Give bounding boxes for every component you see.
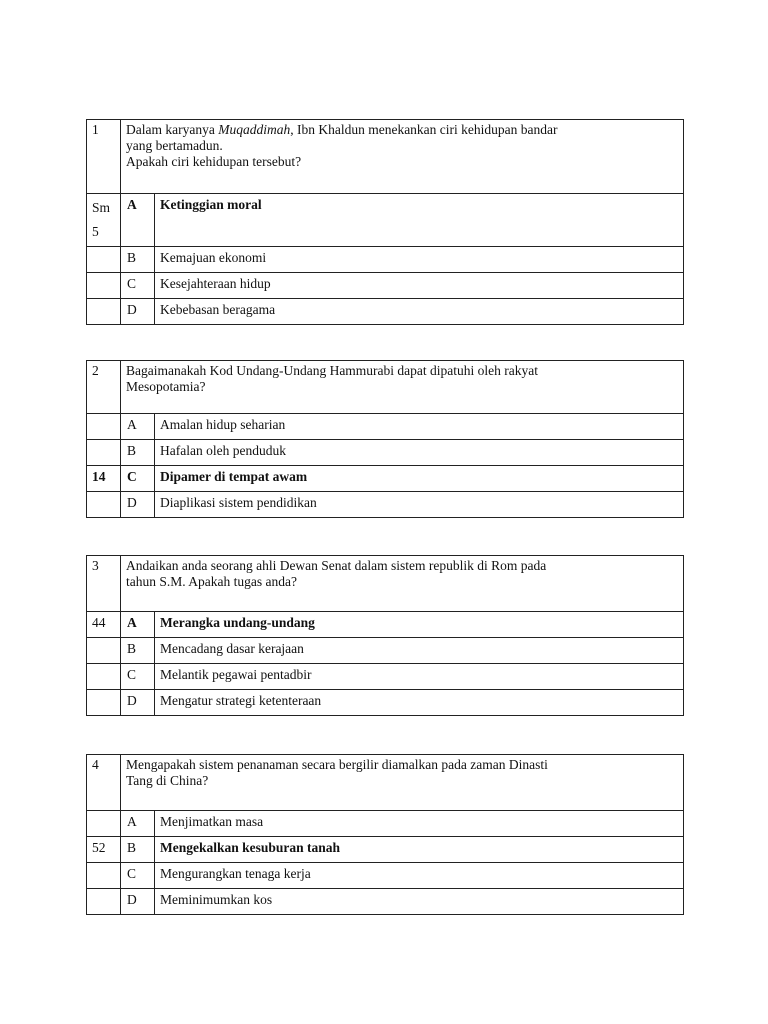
option-letter: C	[121, 273, 155, 299]
option-row-d	[87, 690, 684, 716]
option-text: Meminimumkan kos	[155, 889, 684, 915]
answer-marker: 52	[87, 837, 121, 863]
option-letter: B	[121, 638, 155, 664]
option-text: Mencadang dasar kerajaan	[155, 638, 684, 664]
stem-text-italic: Muqaddimah	[218, 122, 291, 137]
option-text: Amalan hidup seharian	[155, 414, 684, 440]
empty-cell	[87, 811, 121, 837]
option-row-a	[87, 194, 684, 247]
question-stem	[121, 755, 684, 811]
option-text: Mengurangkan tenaga kerja	[155, 863, 684, 889]
answer-marker: 44	[87, 612, 121, 638]
option-row-b	[87, 440, 684, 466]
question-number: 1	[87, 120, 121, 194]
empty-cell	[87, 299, 121, 325]
question-number: 2	[87, 361, 121, 414]
option-letter: C	[121, 466, 155, 492]
question-1-table	[86, 119, 684, 325]
stem-text-post: , Ibn Khaldun menekankan ciri kehidupan bandar	[290, 122, 558, 137]
stem-text-pre: Dalam karyanya	[126, 122, 219, 137]
empty-cell	[87, 492, 121, 518]
empty-cell	[87, 440, 121, 466]
answer-marker	[87, 194, 121, 247]
option-text: Kebebasan beragama	[155, 299, 684, 325]
option-row-b	[87, 247, 684, 273]
stem-line-2: tahun S.M. Apakah tugas anda?	[126, 574, 297, 589]
empty-cell	[87, 414, 121, 440]
empty-cell	[87, 664, 121, 690]
stem-line-1: Mengapakah sistem penanaman secara bergilir diamalkan pada zaman Dinasti	[126, 757, 548, 772]
option-letter: A	[121, 612, 155, 638]
option-letter: C	[121, 664, 155, 690]
option-letter: D	[121, 690, 155, 716]
stem-line-2: Tang di China?	[126, 773, 209, 788]
empty-cell	[87, 247, 121, 273]
question-3-table	[86, 555, 684, 716]
option-text: Ketinggian moral	[155, 194, 684, 247]
option-text: Menjimatkan masa	[155, 811, 684, 837]
option-text: Mengekalkan kesuburan tanah	[155, 837, 684, 863]
option-row-a	[87, 414, 684, 440]
option-text: Melantik pegawai pentadbir	[155, 664, 684, 690]
question-2-table	[86, 360, 684, 518]
option-text: Hafalan oleh penduduk	[155, 440, 684, 466]
question-number: 4	[87, 755, 121, 811]
stem-line-1: Andaikan anda seorang ahli Dewan Senat dalam sistem republik di Rom pada	[126, 558, 547, 573]
option-row-d	[87, 889, 684, 915]
option-letter: A	[121, 811, 155, 837]
marker-line-1: Sm	[92, 200, 111, 215]
option-row-a	[87, 612, 684, 638]
option-text: Kemajuan ekonomi	[155, 247, 684, 273]
question-stem	[121, 556, 684, 612]
empty-cell	[87, 863, 121, 889]
option-text: Mengatur strategi ketenteraan	[155, 690, 684, 716]
empty-cell	[87, 638, 121, 664]
option-text: Kesejahteraan hidup	[155, 273, 684, 299]
option-row-d	[87, 299, 684, 325]
option-letter: C	[121, 863, 155, 889]
empty-cell	[87, 889, 121, 915]
stem-line-3: Apakah ciri kehidupan tersebut?	[126, 154, 302, 169]
option-row-c	[87, 273, 684, 299]
option-row-b	[87, 638, 684, 664]
option-row-b	[87, 837, 684, 863]
option-letter: D	[121, 889, 155, 915]
option-letter: B	[121, 440, 155, 466]
marker-line-2: 5	[92, 224, 99, 239]
option-letter: A	[121, 414, 155, 440]
option-letter: D	[121, 299, 155, 325]
option-letter: B	[121, 837, 155, 863]
empty-cell	[87, 273, 121, 299]
option-letter: B	[121, 247, 155, 273]
option-letter: D	[121, 492, 155, 518]
option-text: Dipamer di tempat awam	[155, 466, 684, 492]
stem-line-1: Bagaimanakah Kod Undang-Undang Hammurabi dapat dipatuhi oleh rakyat	[126, 363, 539, 378]
answer-marker: 14	[87, 466, 121, 492]
option-row-a	[87, 811, 684, 837]
option-letter: A	[121, 194, 155, 247]
question-number: 3	[87, 556, 121, 612]
option-row-c	[87, 466, 684, 492]
question-stem	[121, 361, 684, 414]
stem-line-2: yang bertamadun.	[126, 138, 223, 153]
option-row-d	[87, 492, 684, 518]
option-row-c	[87, 664, 684, 690]
empty-cell	[87, 690, 121, 716]
stem-line-2: Mesopotamia?	[126, 379, 206, 394]
option-text: Diaplikasi sistem pendidikan	[155, 492, 684, 518]
question-stem	[121, 120, 684, 194]
option-text: Merangka undang-undang	[155, 612, 684, 638]
option-row-c	[87, 863, 684, 889]
question-4-table	[86, 754, 684, 915]
